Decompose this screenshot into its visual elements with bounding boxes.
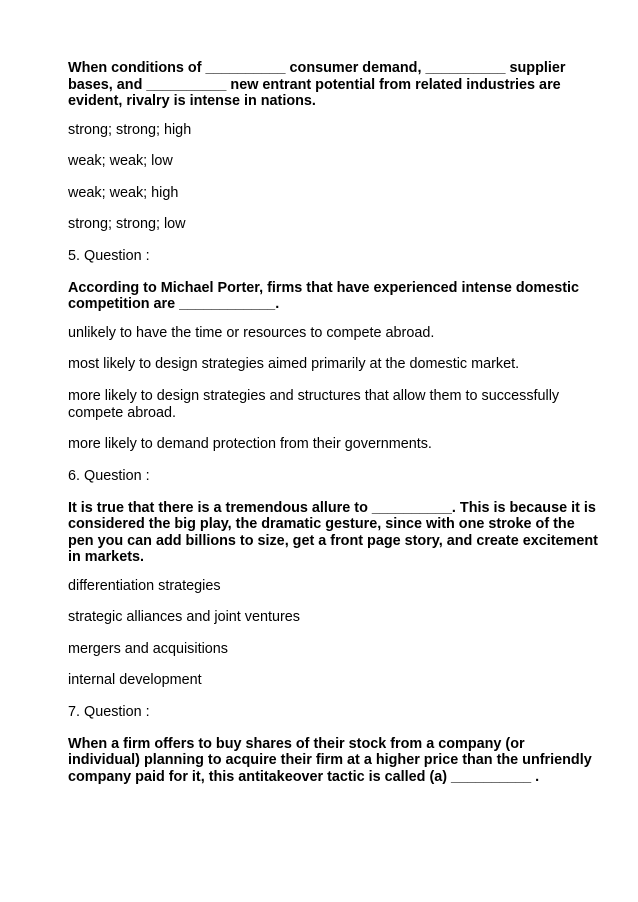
question-5-text: According to Michael Porter, firms that have experienced intense domestic competition are ____________. (68, 279, 580, 312)
document-body (68, 60, 598, 797)
question-5-option-d: more likely to demand protection from their governments. (68, 436, 432, 452)
question-6-option-b: strategic alliances and joint ventures (68, 609, 300, 625)
question-7-number: 7. Question : (68, 703, 150, 720)
question-4-text: When conditions of __________ consumer demand, __________ supplier bases, and __________ new entrant potential from related industries are evident, rivalry is intense in nations. (68, 60, 566, 109)
question-4-option-c: weak; weak; high (68, 184, 179, 201)
question-4-option-d: strong; strong; low (68, 216, 186, 232)
question-6-option-c: mergers and acquisitions (68, 640, 228, 657)
question-5-option-b: most likely to design strategies aimed primarily at the domestic market. (68, 356, 520, 372)
question-4-option-b: weak; weak; low (68, 153, 173, 169)
question-5-number: 5. Question : (68, 247, 150, 264)
question-6-option-a: differentiation strategies (68, 577, 221, 594)
question-4-option-a: strong; strong; high (68, 121, 192, 138)
question-5-option-c: more likely to design strategies and structures that allow them to successfully compete abroad. (68, 387, 560, 421)
question-5-option-a: unlikely to have the time or resources to compete abroad. (68, 324, 435, 341)
question-7-text: When a firm offers to buy shares of their stock from a company (or individual) planning to acquire their firm at a higher price than the unfriendly company paid for it, this antitakeover tactic is called (a) __________ . (68, 735, 592, 785)
question-6-number: 6. Question : (68, 467, 150, 484)
question-6-option-d: internal development (68, 672, 202, 688)
question-6-text: It is true that there is a tremendous allure to __________. This is because it is considered the big play, the dramatic gesture, since with one stroke of the pen you can add billions to size, get a front page story, and create excitement in markets. (68, 499, 598, 565)
